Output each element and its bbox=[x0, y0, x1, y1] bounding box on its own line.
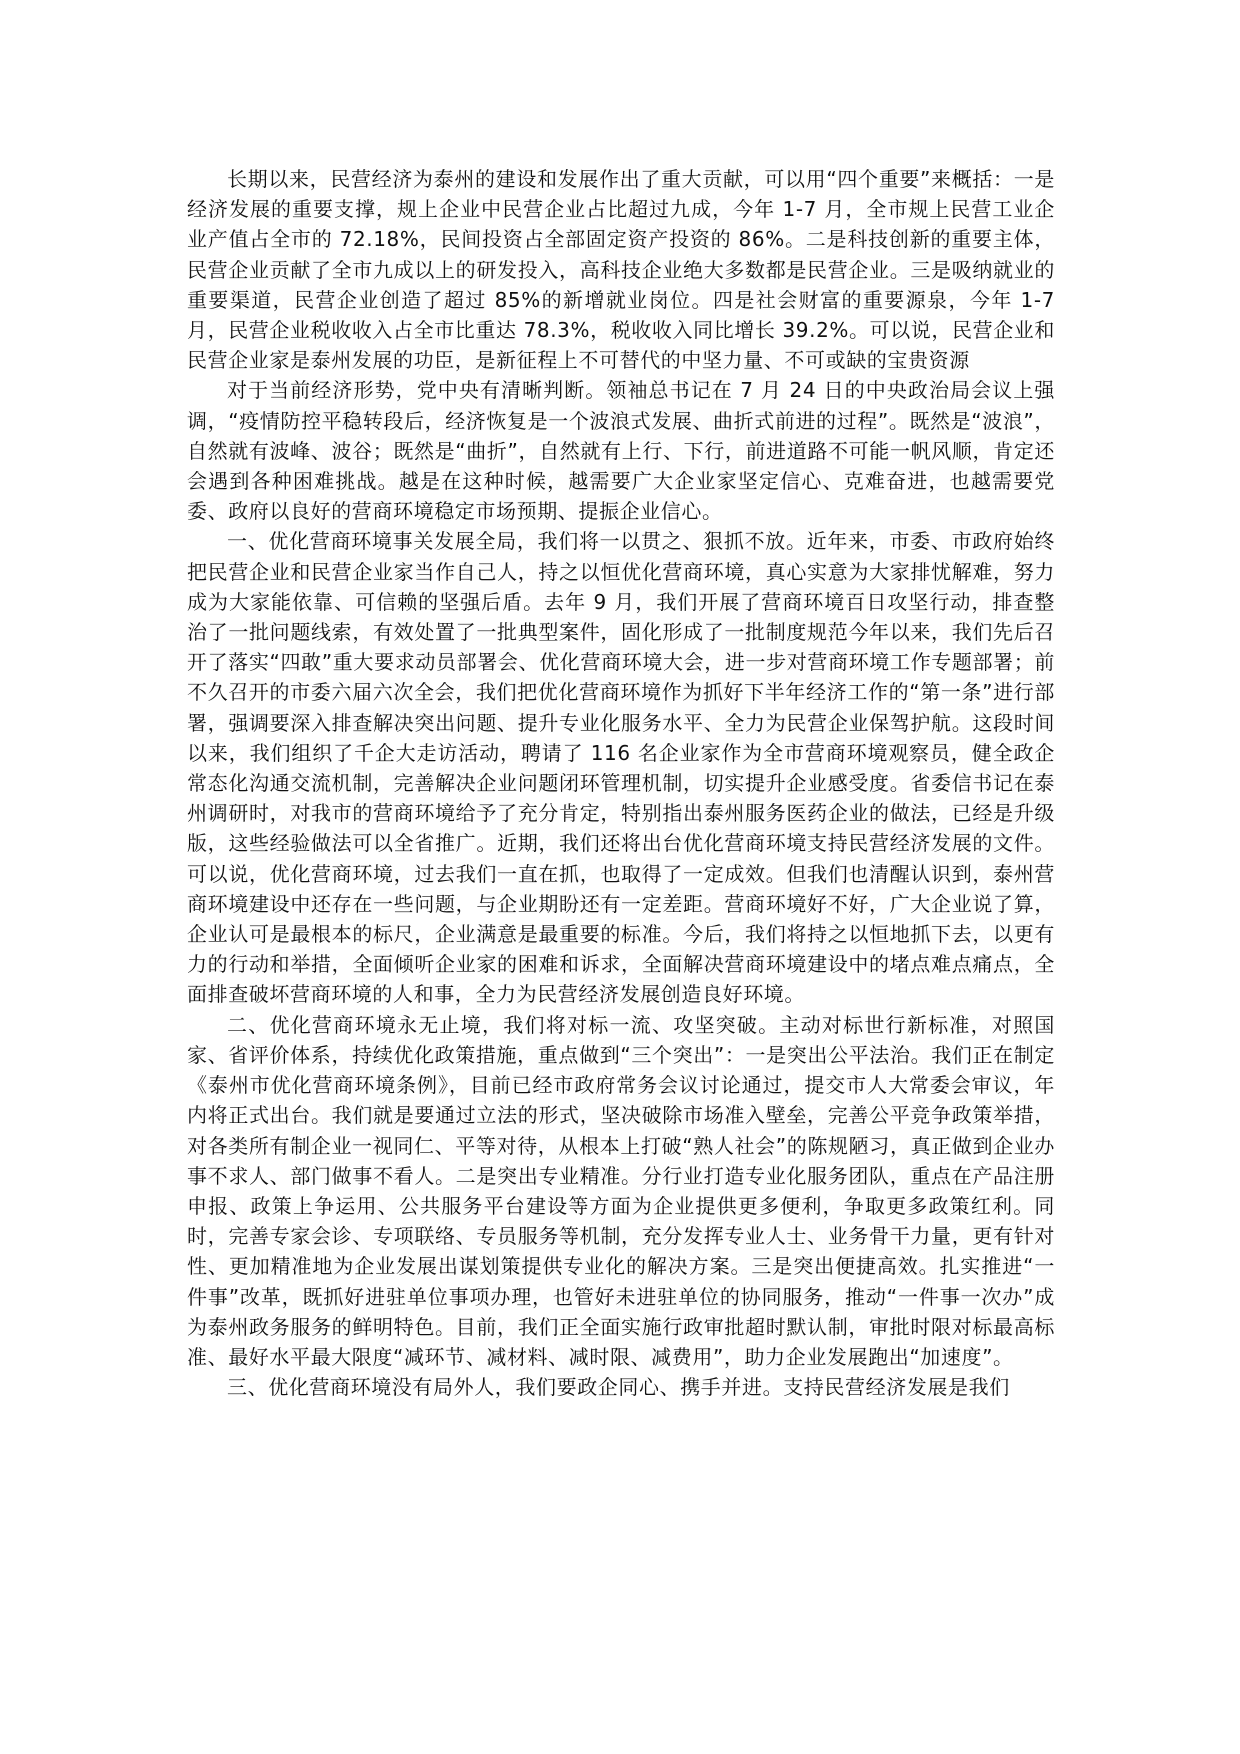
paragraph-point-two: 二、优化营商环境永无止境，我们将对标一流、攻坚突破。主动对标世行新标准，对照国家、省评价体系，持续优化政策措施，重点做到“三个突出”：一是突出公平法治。我们正在制定《泰州市优化营商环境条例》，目前已经市政府常务会议讨论通过，提交市人大常委会审议，年内将正式出台。我们就是要通过立法的形式，坚决破除市场准入壁垒，完善公平竞争政策举措，对各类所有制企业一视同仁、平等对待，从根本上打破“熟人社会”的陈规陋习，真正做到企业办事不求人、部门做事不看人。二是突出专业精准。分行业打造专业化服务团队，重点在产品注册申报、政策上争运用、公共服务平台建设等方面为企业提供更多便利，争取更多政策红利。同时，完善专家会诊、专项联络、专员服务等机制，充分发挥专业人士、业务骨干力量，更有针对性、更加精准地为企业发展出谋划策提供专业化的解决方案。三是突出便捷高效。扎实推进“一件事”改革，既抓好进驻单位事项办理，也管好未进驻单位的协同服务，推动“一件事一次办”成为泰州政务服务的鲜明特色。目前，我们正全面实施行政审批超时默认制，审批时限对标最高标准、最好水平最大限度“减环节、减材料、减时限、减费用”，助力企业发展跑出“加速度”。 bbox=[187, 1012, 1055, 1369]
document-page bbox=[187, 164, 1055, 1402]
paragraph-point-one: 一、优化营商环境事关发展全局，我们将一以贯之、狠抓不放。近年来，市委、市政府始终把民营企业和民营企业家当作自己人，持之以恒优化营商环境，真心实意为大家排忧解难，努力成为大家能依靠、可信赖的坚强后盾。去年 9 月，我们开展了营商环境百日攻坚行动，排查整治了一批问题线索，有效处置了一批典型案件，固化形成了一批制度规范今年以来，我们先后召开了落实“四敢”重大要求动员部署会、优化营商环境大会，进一步对营商环境工作专题部署；前不久召开的市委六届六次全会，我们把优化营商环境作为抓好下半年经济工作的“第一条”进行部署，强调要深入排查解决突出问题、提升专业化服务水平、全力为民营企业保驾护航。这段时间以来，我们组织了千企大走访活动，聘请了 116 名企业家作为全市营商环境观察员，健全政企常态化沟通交流机制，完善解决企业问题闭环管理机制，切实提升企业感受度。省委信书记在泰州调研时，对我市的营商环境给予了充分肯定，特别指出泰州服务医药企业的做法，已经是升级版，这些经验做法可以全省推广。近期，我们还将出台优化营商环境支持民营经济发展的文件。可以说，优化营商环境，过去我们一直在抓，也取得了一定成效。但我们也清醒认识到，泰州营商环境建设中还存在一些问题，与企业期盼还有一定差距。营商环境好不好，广大企业说了算，企业认可是最根本的标尺，企业满意是最重要的标准。今后，我们将持之以恒地抓下去，以更有力的行动和举措，全面倾听企业家的困难和诉求，全面解决营商环境建设中的堵点难点痛点，全面排查破坏营商环境的人和事，全力为民营经济发展创造良好环境。 bbox=[187, 529, 1055, 1007]
paragraph-contributions: 长期以来，民营经济为泰州的建设和发展作出了重大贡献，可以用“四个重要”来概括：一是经济发展的重要支撑，规上企业中民营企业占比超过九成，今年 1-7 月，全市规上民营工业企业产值占全市的 72.18%，民间投资占全部固定资产投资的 86%。二是科技创新的重要主体，民营企业贡献了全市九成以上的研发投入，高科技企业绝大多数都是民营企业。三是吸纳就业的重要渠道，民营企业创造了超过 85%的新增就业岗位。四是社会财富的重要源泉，今年 1-7 月，民营企业税收收入占全市比重达 78.3%，税收收入同比增长 39.2%。可以说，民营企业和民营企业家是泰州发展的功臣，是新征程上不可替代的中坚力量、不可或缺的宝贵资源 bbox=[187, 167, 1055, 373]
paragraph-economic-situation: 对于当前经济形势，党中央有清晰判断。领袖总书记在 7 月 24 日的中央政治局会议上强调，“疫情防控平稳转段后，经济恢复是一个波浪式发展、曲折式前进的过程”。既然是“波浪”，自然就有波峰、波谷；既然是“曲折”，自然就有上行、下行，前进道路不可能一帆风顺，肯定还会遇到各种困难挑战。越是在这种时候，越需要广大企业家坚定信心、克难奋进，也越需要党委、政府以良好的营商环境稳定市场预期、提振企业信心。 bbox=[187, 378, 1055, 524]
paragraph-point-three: 三、优化营商环境没有局外人，我们要政企同心、携手并进。支持民营经济发展是我们 bbox=[227, 1375, 1010, 1400]
